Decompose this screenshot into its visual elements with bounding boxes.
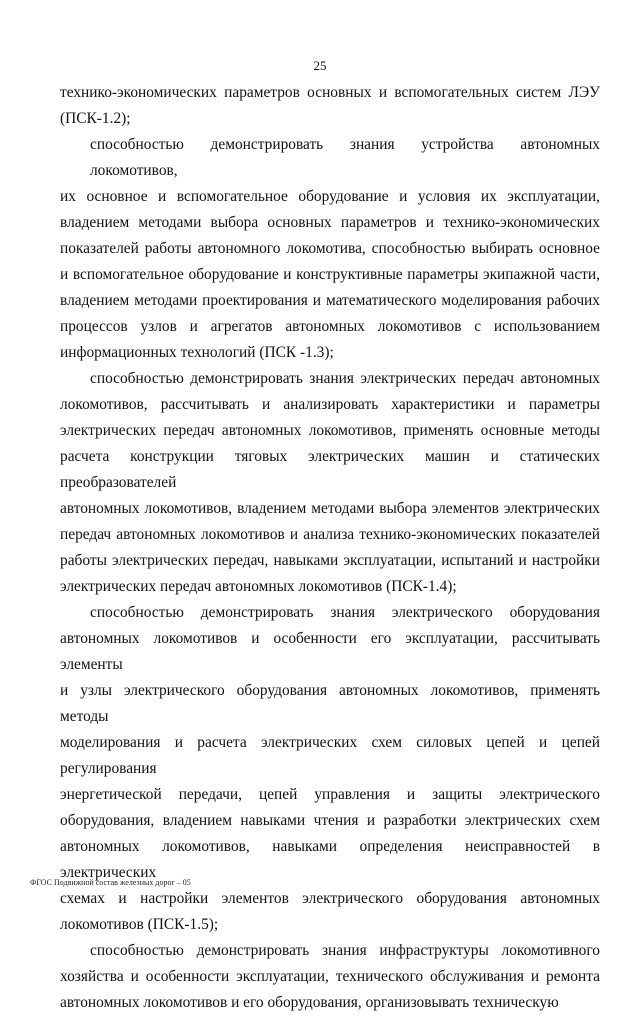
text-line: показателей работы автономного локомотива, способностью выбирать основное bbox=[60, 240, 600, 257]
text-line: хозяйства и особенности эксплуатации, технического обслуживания и ремонта bbox=[60, 968, 600, 985]
text-line: локомотивов (ПСК-1.5); bbox=[60, 916, 219, 933]
text-line: и узлы электрического оборудования автономных локомотивов, применять методы bbox=[60, 682, 600, 725]
paragraph bbox=[60, 132, 600, 366]
text-line: автономных локомотивов и особенности его эксплуатации, рассчитывать элементы bbox=[60, 630, 600, 673]
text-line: способностью демонстрировать знания устройства автономных локомотивов, bbox=[90, 136, 600, 179]
text-line: (ПСК-1.2); bbox=[60, 110, 131, 127]
text-line: владением методами проектирования и математического моделирования рабочих bbox=[60, 292, 600, 309]
paragraph bbox=[60, 938, 600, 1016]
text-line: расчета конструкции тяговых электрических машин и статических преобразователей bbox=[60, 448, 600, 491]
text-line: их основное и вспомогательное оборудование и условия их эксплуатации, bbox=[60, 188, 600, 205]
page-footer: ФГОС Подвижной состав железных дорог – 05 bbox=[30, 878, 191, 887]
text-line: электрических передач автономных локомотивов (ПСК-1.4); bbox=[60, 578, 457, 595]
page-number: 25 bbox=[313, 58, 327, 73]
text-line: энергетической передачи, цепей управления и защиты электрического bbox=[60, 786, 600, 803]
text-line: способностью демонстрировать знания электрических передач автономных bbox=[90, 370, 600, 387]
paragraph bbox=[60, 366, 600, 600]
text-line: работы электрических передач, навыками эксплуатации, испытаний и настройки bbox=[60, 552, 600, 569]
text-line: автономных локомотивов, владением методами выбора элементов электрических bbox=[60, 500, 600, 517]
text-line: локомотивов, рассчитывать и анализировать характеристики и параметры bbox=[60, 396, 600, 413]
text-line: и вспомогательное оборудование и конструктивные параметры экипажной части, bbox=[60, 266, 600, 283]
text-line: оборудования, владением навыками чтения и разработки электрических схем bbox=[60, 812, 600, 829]
paragraph bbox=[60, 600, 600, 938]
document-body bbox=[60, 80, 600, 1016]
text-line: процессов узлов и агрегатов автономных локомотивов с использованием bbox=[60, 318, 600, 335]
text-line: информационных технологий (ПСК -1.3); bbox=[60, 344, 334, 361]
text-line: моделирования и расчета электрических схем силовых цепей и цепей регулирования bbox=[60, 734, 600, 777]
text-line: автономных локомотивов, навыками определения неисправностей в электрических bbox=[60, 838, 600, 881]
paragraph bbox=[60, 80, 600, 132]
text-line: электрических передач автономных локомотивов, применять основные методы bbox=[60, 422, 600, 439]
text-line: передач автономных локомотивов и анализа технико-экономических показателей bbox=[60, 526, 600, 543]
text-line: способностью демонстрировать знания электрического оборудования bbox=[90, 604, 600, 621]
text-line: схемах и настройки элементов электрического оборудования автономных bbox=[60, 890, 600, 907]
text-line: способностью демонстрировать знания инфраструктуры локомотивного bbox=[90, 942, 600, 959]
text-line: автономных локомотивов и его оборудования, организовывать техническую bbox=[60, 994, 559, 1011]
text-line: технико-экономических параметров основных и вспомогательных систем ЛЭУ bbox=[60, 84, 600, 101]
text-line: владением методами выбора основных параметров и технико-экономических bbox=[60, 214, 600, 231]
